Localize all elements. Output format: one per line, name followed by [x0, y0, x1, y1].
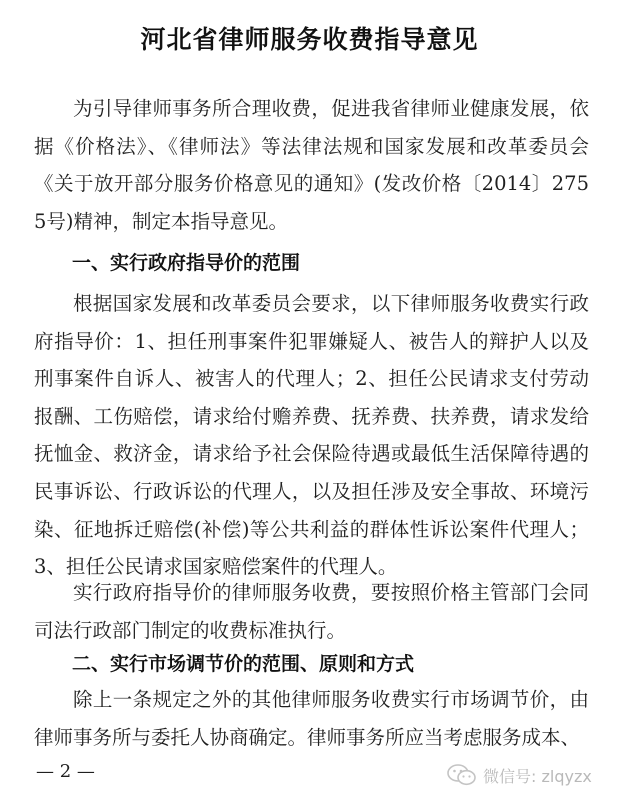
watermark — [447, 763, 592, 787]
watermark-text: 微信号: zlqyzx — [483, 766, 592, 786]
section-heading-2: 二、实行市场调节价的范围、原则和方式 — [72, 653, 415, 675]
document-title: 河北省律师服务收费指导意见 — [140, 25, 479, 54]
section-heading-1: 一、实行政府指导价的范围 — [72, 252, 301, 274]
section1-paragraph: 根据国家发展和改革委员会要求，以下律师服务收费实行政府指导价：1、担任刑事案件犯罪嫌疑人、被告人的辩护人以及刑事案件自诉人、被害人的代理人；2、担任公民请求支付劳动报酬、工伤赔偿，请求给付赡养费、抚养费、扶养费，请求发给抚恤金、救济金，请求给予社会保险待遇或最低生活保障待遇的民事诉讼、行政诉讼的代理人，以及担任涉及安全事故、环境污染、征地拆迁赔偿(补偿)等公共利益的群体性诉讼案件代理人；3、担任公民请求国家赔偿案件的代理人。 — [34, 292, 589, 579]
intro-paragraph: 为引导律师事务所合理收费，促进我省律师业健康发展，依据《价格法》、《律师法》等法律法规和国家发展和改革委员会《关于放开部分服务价格意见的通知》(发改价格〔2014〕2755号)精神，制定本指导意见。 — [34, 97, 589, 233]
page-number: — 2 — — [36, 761, 95, 782]
section1-paragraph-2: 实行政府指导价的律师服务收费，要按照价格主管部门会同司法行政部门制定的收费标准执行。 — [34, 581, 589, 642]
section2-paragraph: 除上一条规定之外的其他律师服务收费实行市场调节价，由律师事务所与委托人协商确定。律师事务所应当考虑服务成本、 — [34, 688, 589, 749]
wechat-icon — [447, 763, 477, 787]
